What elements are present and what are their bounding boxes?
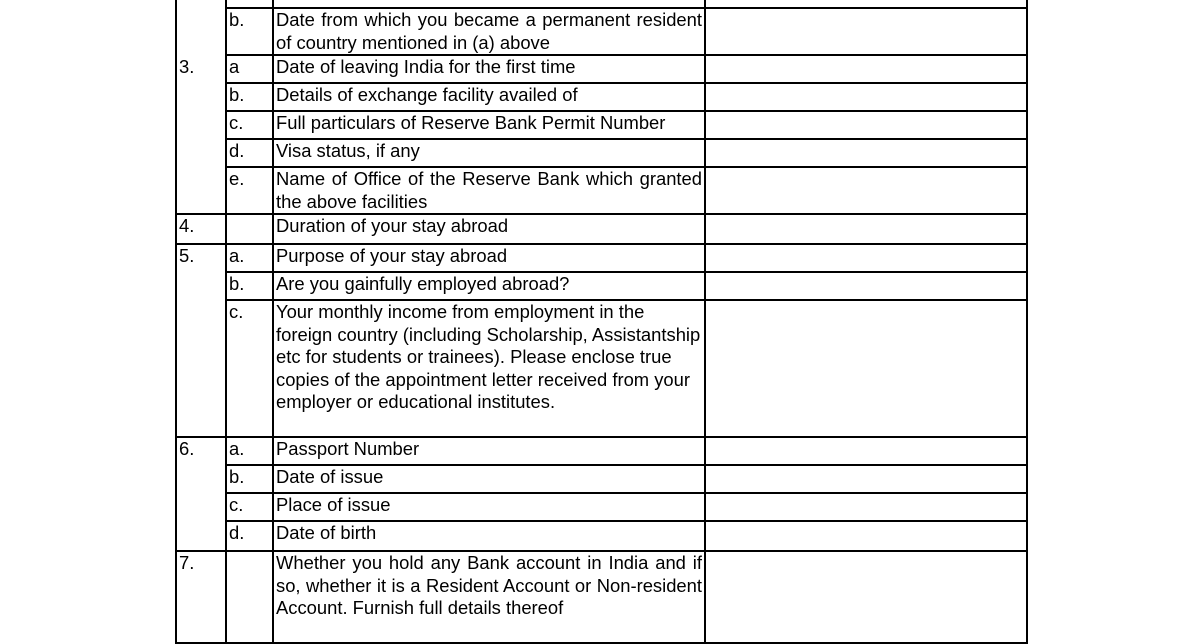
question-cell: Visa status, if any [274,140,706,168]
declaration-form-table [175,0,1028,644]
question-cell: Passport Number [274,438,706,466]
question-cell: Date from which you became a permanent resident of country mentioned in (a) above [274,9,706,56]
item-number-cell [177,301,227,438]
answer-cell[interactable] [706,552,1028,644]
item-number-cell [177,84,227,112]
sub-item-cell: e. [227,168,274,215]
item-number-cell [177,466,227,494]
table-row [177,438,1028,466]
answer-cell[interactable] [706,245,1028,273]
question-cell: Name of Office of the Reserve Bank which granted the above facilities [274,168,706,215]
question-cell [274,0,706,9]
sub-item-cell [227,215,274,245]
table-row [177,9,1028,56]
sub-item-cell: b. [227,84,274,112]
question-cell: Are you gainfully employed abroad? [274,273,706,301]
item-number-cell [177,168,227,215]
answer-cell[interactable] [706,140,1028,168]
sub-item-cell: d. [227,522,274,552]
table-row [177,168,1028,215]
sub-item-cell [227,552,274,644]
sub-item-cell: a. [227,438,274,466]
question-cell: Place of issue [274,494,706,522]
table-row [177,494,1028,522]
item-number-cell [177,0,227,9]
table-row [177,245,1028,273]
table-row [177,112,1028,140]
answer-cell[interactable] [706,522,1028,552]
answer-cell[interactable] [706,0,1028,9]
item-number-cell: 3. [177,56,227,84]
table-row [177,466,1028,494]
sub-item-cell: c. [227,112,274,140]
answer-cell[interactable] [706,494,1028,522]
answer-cell[interactable] [706,56,1028,84]
question-cell: Details of exchange facility availed of [274,84,706,112]
answer-cell[interactable] [706,9,1028,56]
answer-cell[interactable] [706,301,1028,438]
table-row [177,552,1028,644]
answer-cell[interactable] [706,438,1028,466]
sub-item-cell: b. [227,9,274,56]
answer-cell[interactable] [706,168,1028,215]
sub-item-cell: a. [227,245,274,273]
question-cell: Your monthly income from employment in the foreign country (including Scholarship, Assistantship etc for students or trainees). Please enclose true copies of the appointment letter received from your employer or educational institutes. [274,301,706,438]
table-row [177,84,1028,112]
answer-cell[interactable] [706,466,1028,494]
item-number-cell [177,112,227,140]
sub-item-cell: a [227,56,274,84]
table-row [177,273,1028,301]
question-cell: Full particulars of Reserve Bank Permit Number [274,112,706,140]
answer-cell[interactable] [706,112,1028,140]
question-cell: Date of leaving India for the first time [274,56,706,84]
sub-item-cell: d. [227,140,274,168]
question-cell: Whether you hold any Bank account in India and if so, whether it is a Resident Account or Non-resident Account. Furnish full details thereof [274,552,706,644]
sub-item-cell [227,0,274,9]
item-number-cell: 7. [177,552,227,644]
answer-cell[interactable] [706,273,1028,301]
question-cell: Purpose of your stay abroad [274,245,706,273]
item-number-cell: 6. [177,438,227,466]
table-row [177,215,1028,245]
question-cell: Duration of your stay abroad [274,215,706,245]
item-number-cell [177,273,227,301]
item-number-cell [177,494,227,522]
question-cell: Date of issue [274,466,706,494]
sub-item-cell: c. [227,494,274,522]
sub-item-cell: b. [227,273,274,301]
answer-cell[interactable] [706,215,1028,245]
item-number-cell [177,9,227,56]
item-number-cell: 5. [177,245,227,273]
table-row [177,0,1028,9]
sub-item-cell: c. [227,301,274,438]
item-number-cell [177,522,227,552]
table-row [177,56,1028,84]
item-number-cell [177,140,227,168]
answer-cell[interactable] [706,84,1028,112]
question-cell: Date of birth [274,522,706,552]
sub-item-cell: b. [227,466,274,494]
item-number-cell: 4. [177,215,227,245]
table-row [177,140,1028,168]
table-row [177,301,1028,438]
table-row [177,522,1028,552]
